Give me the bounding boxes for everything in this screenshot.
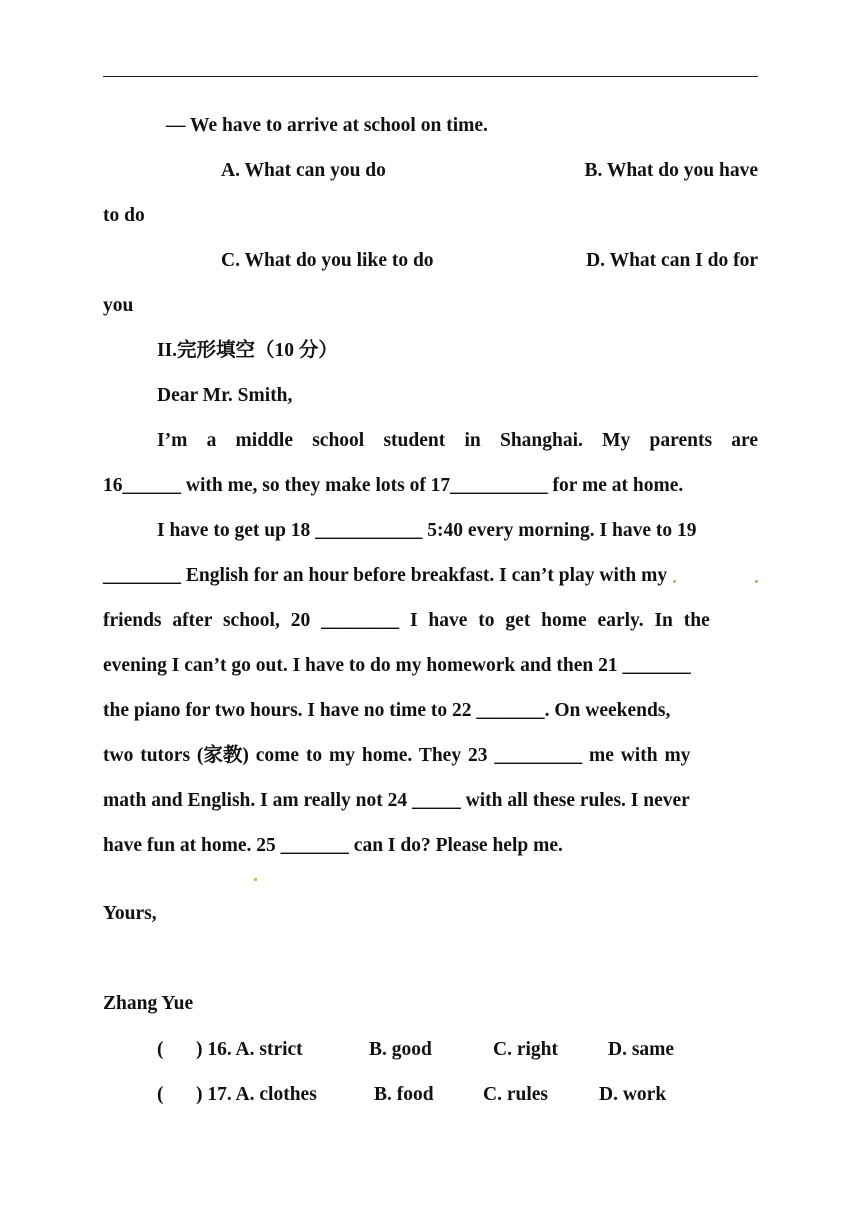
scan-speck xyxy=(673,580,676,583)
word: student xyxy=(383,430,446,451)
paragraph-2-line-2: ________ English for an hour before breakfast. I can’t play with my xyxy=(103,565,668,586)
word: My xyxy=(602,430,631,451)
word: parents xyxy=(649,430,713,451)
paragraph-2-line-1: I have to get up 18 ___________ 5:40 every morning. I have to 19 xyxy=(157,520,697,541)
paragraph-2-line-6: two tutors (家教) come to my home. They 23 _________ me with my xyxy=(103,745,691,766)
paragraph-1-line-2: 16______ with me, so they make lots of 17__________ for me at home. xyxy=(103,475,684,496)
word: I’m xyxy=(157,430,188,451)
paragraph-2-line-5: the piano for two hours. I have no time to 22 _______. On weekends, xyxy=(103,700,671,721)
option-b-continued: to do xyxy=(103,205,145,226)
answer-paren: ( xyxy=(157,1039,164,1060)
question-16-option-a: ) 16. A. strict xyxy=(196,1039,303,1060)
question-16-option-c: C. right xyxy=(493,1039,558,1060)
paragraph-2-line-4: evening I can’t go out. I have to do my homework and then 21 _______ xyxy=(103,655,691,676)
word: school xyxy=(312,430,365,451)
word: middle xyxy=(235,430,293,451)
answer-paren: ( xyxy=(157,1084,164,1105)
option-b: B. What do you have xyxy=(584,160,758,181)
question-16-option-b: B. good xyxy=(369,1039,432,1060)
paragraph-1-line-1 xyxy=(157,428,758,454)
letter-signature: Zhang Yue xyxy=(103,993,194,1014)
word: in xyxy=(464,430,481,451)
option-a: A. What can you do xyxy=(221,160,386,181)
header-rule xyxy=(103,76,758,77)
option-d-continued: you xyxy=(103,295,134,316)
word: a xyxy=(206,430,217,451)
letter-closing: Yours, xyxy=(103,903,157,924)
section-title: II.完形填空（10 分） xyxy=(157,340,338,361)
option-c: C. What do you like to do xyxy=(221,250,434,271)
dialogue-answer-line: — We have to arrive at school on time. xyxy=(166,115,488,136)
question-17-option-a: ) 17. A. clothes xyxy=(196,1084,317,1105)
word: are xyxy=(731,430,758,451)
question-17-option-c: C. rules xyxy=(483,1084,548,1105)
question-17-option-b: B. food xyxy=(374,1084,434,1105)
question-16-option-d: D. same xyxy=(608,1039,675,1060)
paragraph-2-line-3: friends after school, 20 ________ I have to get home early. In the xyxy=(103,610,710,631)
paragraph-2-line-7: math and English. I am really not 24 _____ with all these rules. I never xyxy=(103,790,690,811)
question-17-option-d: D. work xyxy=(599,1084,667,1105)
option-d: D. What can I do for xyxy=(586,250,758,271)
letter-salutation: Dear Mr. Smith, xyxy=(157,385,293,406)
scan-speck xyxy=(755,580,758,583)
paragraph-2-line-8: have fun at home. 25 _______ can I do? Please help me. xyxy=(103,835,563,856)
scan-speck xyxy=(254,878,257,881)
word: Shanghai. xyxy=(499,430,583,451)
